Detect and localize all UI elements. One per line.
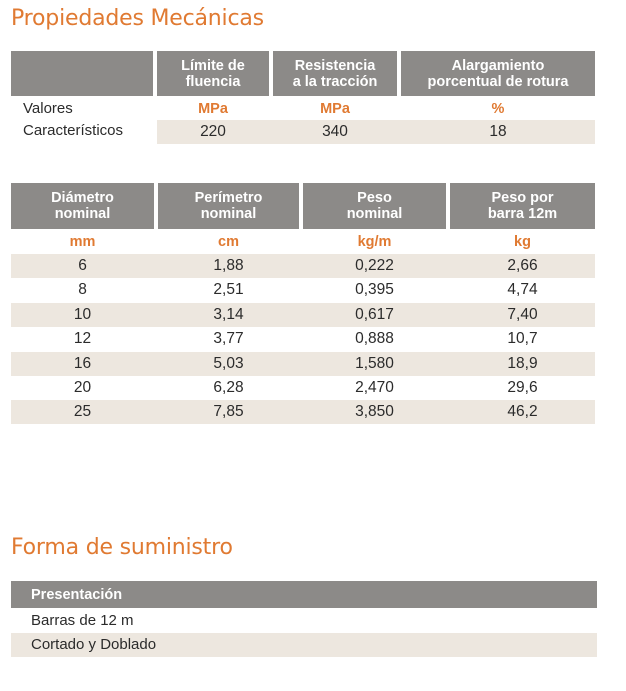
table-cell: 0,395 [355,281,394,299]
bars-header-diameter: Diámetro nominal [11,183,154,229]
mechanical-unit-elongation: % [491,101,505,117]
table-cell: 2,51 [213,281,244,299]
mechanical-row-label-line2: Característicos [23,122,124,139]
table-cell: 2,470 [355,379,394,396]
table-cell: 1,580 [355,354,394,372]
table-cell: 2,66 [507,257,538,274]
table-cell: 8 [78,281,87,299]
bars-header-weight: Peso nominal [303,183,446,229]
mechanical-header-yield: Límite de fluencia [157,51,269,96]
table-cell: 20 [73,379,92,396]
table-cell: 0,222 [355,257,394,274]
table-cell: 10 [73,305,92,323]
table-cell: 16 [73,354,92,372]
bars-unit-perimeter: cm [218,234,239,250]
supply-header: Presentación [11,581,597,608]
table-cell: 6 [78,257,87,274]
bars-unit-diameter: mm [69,234,96,250]
table-cell: 7,40 [507,305,538,323]
mechanical-unit-tensile: MPa [320,101,350,117]
table-cell: 10,7 [507,330,538,348]
table-cell: 4,74 [507,281,538,299]
table-cell: 18,9 [507,354,538,372]
mechanical-value-tensile: 340 [322,123,348,140]
mechanical-row-label-line1: Valores [23,100,73,117]
bars-unit-weight: kg/m [357,234,392,250]
mechanical-header-blank [11,51,153,96]
mechanical-unit-yield: MPa [198,101,228,117]
table-cell: 0,617 [355,305,394,323]
mechanical-value-elongation: 18 [489,123,507,140]
table-cell: 7,85 [213,403,244,421]
mechanical-header-tensile: Resistencia a la tracción [273,51,397,96]
table-cell: 3,77 [213,330,244,348]
bars-unit-bar-weight: kg [514,234,531,250]
table-cell: 6,28 [213,379,244,396]
mechanical-header-elongation: Alargamiento porcentual de rotura [401,51,595,96]
bars-header-perimeter: Perímetro nominal [158,183,299,229]
supply-row-bars: Barras de 12 m [31,612,134,629]
table-cell: 46,2 [507,403,538,421]
table-cell: 1,88 [213,257,244,274]
table-cell: 12 [73,330,92,348]
table-cell: 29,6 [507,379,538,396]
table-cell: 3,850 [355,403,394,421]
supply-row-cut-bent: Cortado y Doblado [11,633,597,657]
table-cell: 0,888 [355,330,394,348]
supply-title: Forma de suministro [11,535,233,560]
table-cell: 25 [73,403,92,421]
mechanical-title: Propiedades Mecánicas [11,6,264,31]
table-cell: 5,03 [213,354,244,372]
bars-header-bar-weight: Peso por barra 12m [450,183,595,229]
table-cell: 3,14 [213,305,244,323]
mechanical-value-yield: 220 [200,123,226,140]
